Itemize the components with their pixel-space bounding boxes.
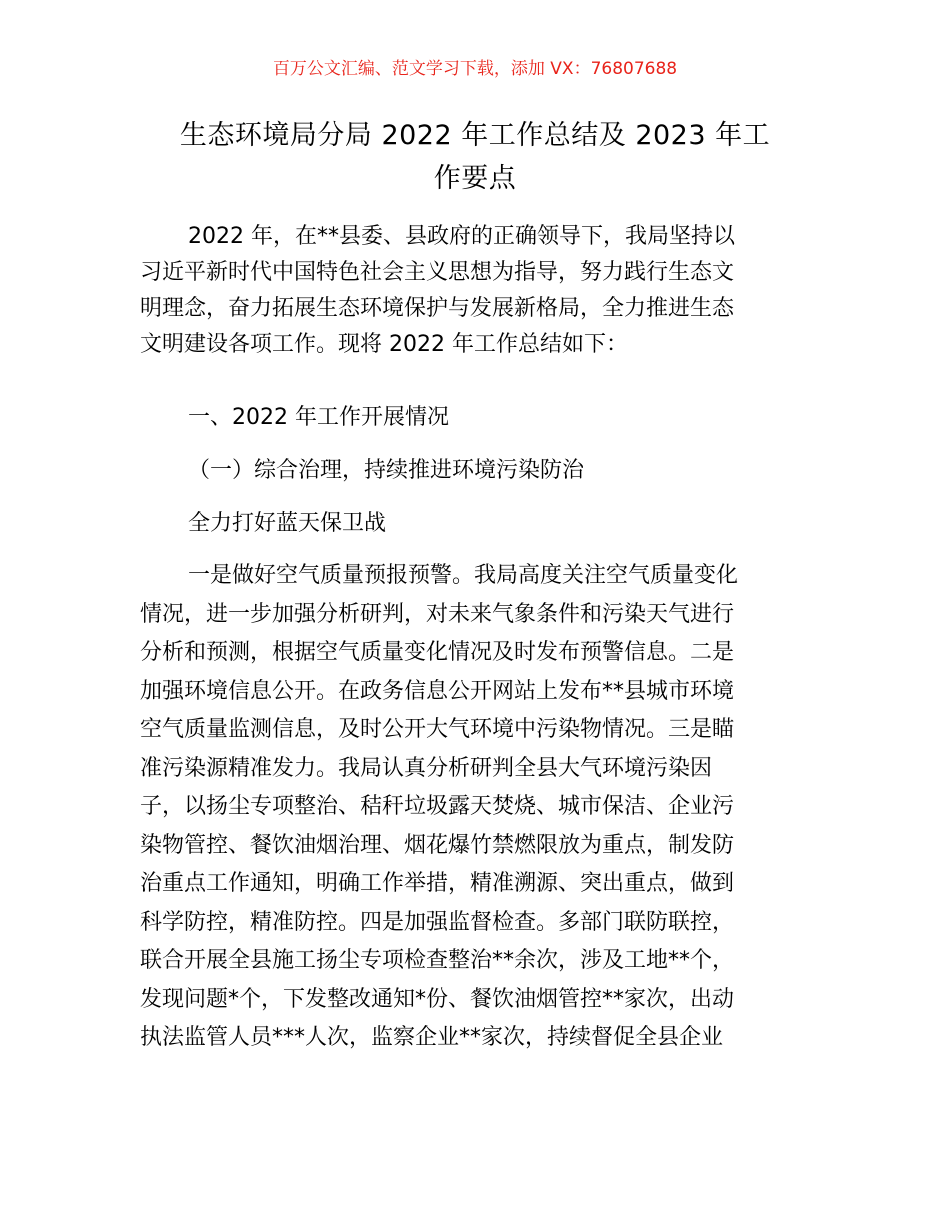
subsection-heading-text: （一）综合治理，持续推进环境污染防治 (188, 458, 585, 483)
paragraph-line: 子，以扬尘专项整治、秸秆垃圾露天焚烧、城市保洁、企业污 (140, 794, 735, 819)
intro-line: 2022 年，在**县委、县政府的正确领导下，我局坚持以 (188, 224, 735, 249)
topic-heading (140, 506, 815, 542)
document-title-line: 生态环境局分局 2022 年工作总结及 2023 年工 (179, 120, 771, 151)
intro-line: 习近平新时代中国特色社会主义思想为指导，努力践行生态文 (140, 260, 735, 285)
intro-line: 明理念，奋力拓展生态环境保护与发展新格局，全力推进生态 (140, 296, 735, 321)
header-banner: 百万公文汇编、范文学习下载，添加 VX：76807688 (272, 59, 678, 79)
paragraph-line: 分析和预测，根据空气质量变化情况及时发布预警信息。二是 (140, 640, 735, 665)
paragraph-line: 执法监管人员***人次，监察企业**家次，持续督促全县企业 (140, 1025, 724, 1050)
paragraph-line: 科学防控，精准防控。四是加强监督检查。多部门联防联控， (140, 909, 735, 935)
paragraph-line: 准污染源精准发力。我局认真分析研判全县大气环境污染因 (140, 755, 713, 781)
paragraph-line: 治重点工作通知，明确工作举措，精准溯源、突出重点，做到 (140, 871, 735, 896)
paragraph-line: 一是做好空气质量预报预警。我局高度关注空气质量变化 (188, 563, 739, 588)
paragraph-line: 染物管控、餐饮油烟治理、烟花爆竹禁燃限放为重点，制发防 (140, 832, 735, 858)
paragraph-line: 空气质量监测信息，及时公开大气环境中污染物情况。三是瞄 (140, 717, 735, 742)
topic-heading-text: 全力打好蓝天保卫战 (188, 511, 387, 536)
document-title (140, 114, 810, 200)
paragraph-line: 情况，进一步加强分析研判，对未来气象条件和污染天气进行 (140, 601, 735, 627)
subsection-heading (140, 453, 815, 489)
intro-paragraph (140, 219, 815, 363)
section-heading (140, 400, 815, 436)
paragraph-line: 联合开展全县施工扬尘专项检查整治**余次，涉及工地**个， (140, 948, 735, 973)
section-heading-text: 一、2022 年工作开展情况 (188, 405, 449, 430)
paragraph-line: 加强环境信息公开。在政务信息公开网站上发布**县城市环境 (140, 678, 735, 704)
document-title-line: 作要点 (433, 163, 517, 194)
body-paragraph (140, 557, 815, 1058)
paragraph-line: 发现问题*个，下发整改通知*份、餐饮油烟管控**家次，出动 (140, 986, 735, 1012)
intro-line: 文明建设各项工作。现将 2022 年工作总结如下： (140, 332, 628, 357)
